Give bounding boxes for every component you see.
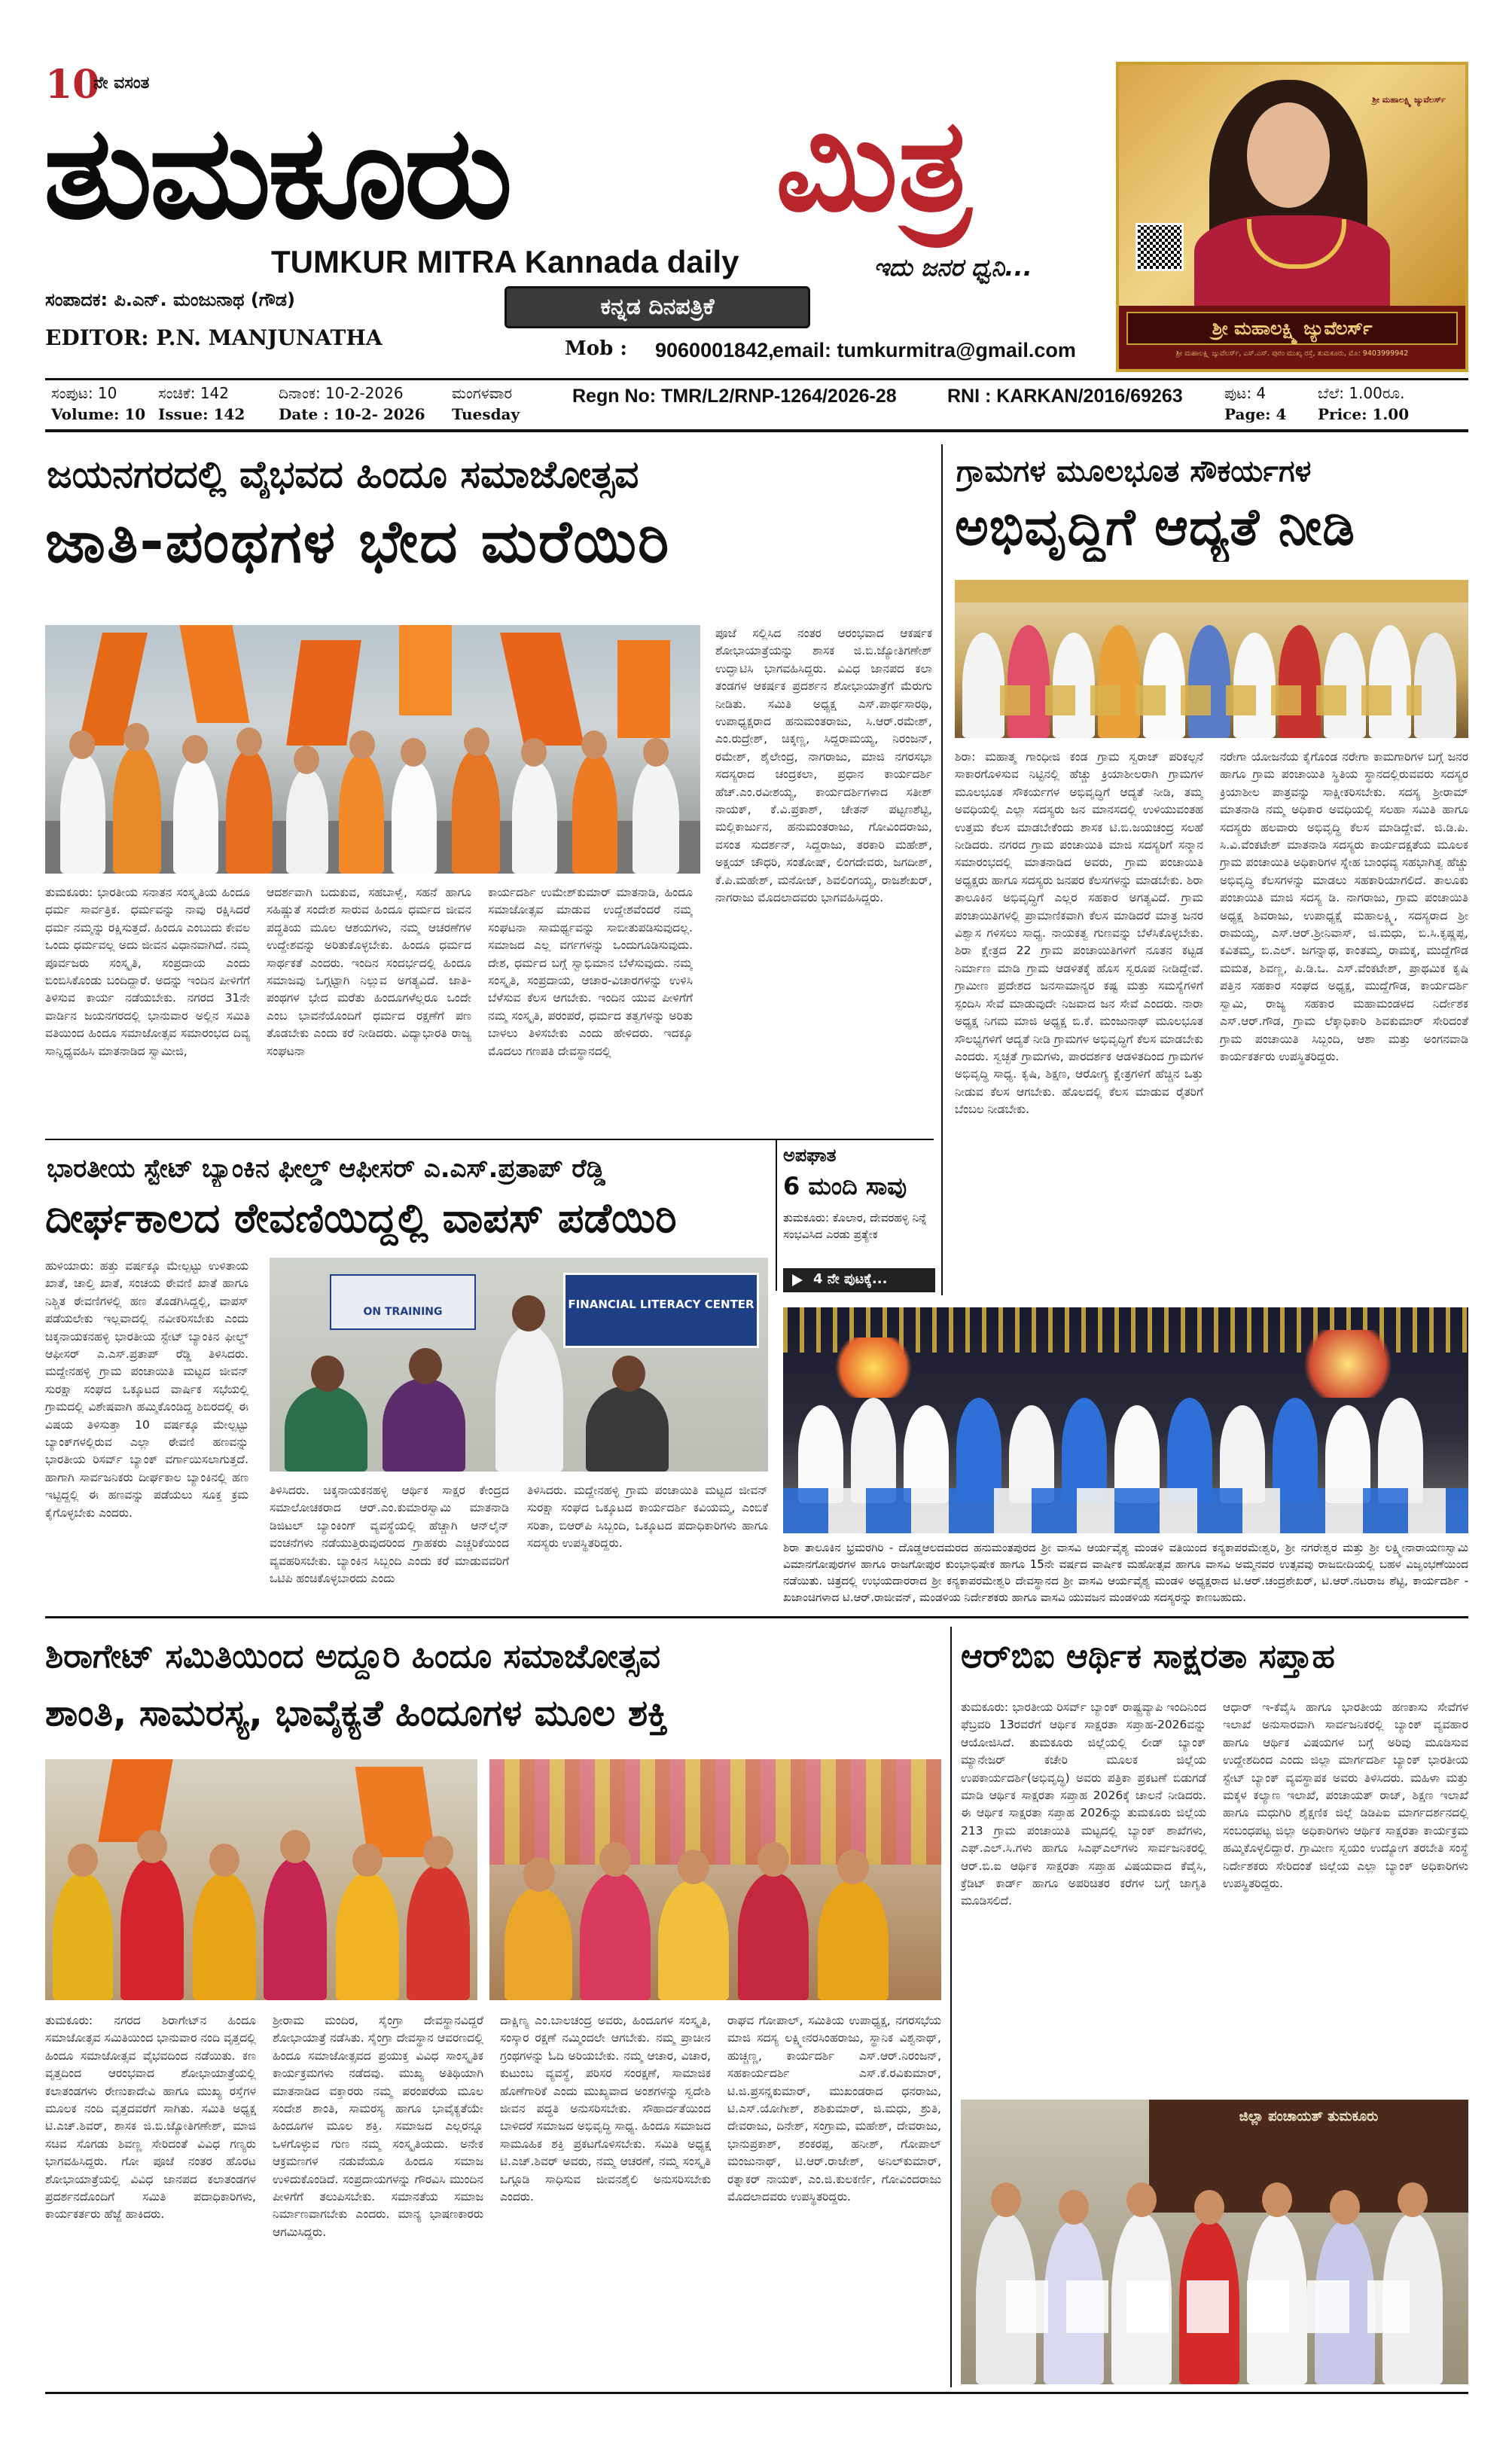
- story4-column-3: ದಾಕ್ಷಿಣ್ಯ ಎಂ.ಬಾಲಚಂದ್ರ ಅವರು, ಹಿಂದೂಗಳ ಸಂಸ್ಕೃತಿ, ಸಂಸ್ಕಾರ ರಕ್ಷಣೆ ನಮ್ಮಿಂದಲೇ ಆಗಬೇಕು. ನಮ್ಮ ಪ್ರಾಚೀನ ಗ್ರಂಥಗಳನ್ನು ಓದಿ ಅರಿಯಬೇಕು. ನಮ್ಮ ಆಚಾರ, ವಿಚಾರ, ಕುಟುಂಬ ವ್ಯವಸ್ಥೆ, ಪರಿಸರ ಸಂರಕ್ಷಣೆ, ಸಾಮಾಜಿಕ ಹೊಣೆಗಾರಿಕೆ ಎಂದು ಮುಖ್ಯವಾದ ಅಂಶಗಳನ್ನು ಸ್ವದೇಶಿ ಜೀವನ ಪದ್ಧತಿ ಅನುಸರಿಸಬೇಕು. ಸೌಹಾರ್ದತೆಯಿಂದ ಬಾಳಿದರೆ ಸಮಾಜದ ಅಭಿವೃದ್ಧಿ ಸಾಧ್ಯ. ಹಿಂದೂ ಸಮಾಜದ ಸಾಮೂಹಿಕ ಶಕ್ತಿ ಪ್ರಕಟಗೊಳಿಸಬೇಕು. ಸಮಿತಿ ಅಧ್ಯಕ್ಷ ಟಿ.ಎಚ್.ಶಿವರ್ ಅವರು, ನಮ್ಮ ಆಚರಣೆ, ನಮ್ಮ ಸಂಸ್ಕೃತಿ ಒಗ್ಗೂಡಿ ಸಾಧಿಸುವ ಜೀವನಶೈಲಿ ಅನುಸರಿಸಬೇಕು ಎಂದರು.: [500, 2014, 711, 2204]
- story3-column-2: ತಿಳಿಸಿದರು. ಚಿಕ್ಕನಾಯಕನಹಳ್ಳಿ ಆರ್ಥಿಕ ಸಾಕ್ಷರ ಕೇಂದ್ರದ ಸಮಾಲೋಚಕರಾದ ಆರ್.ಎಂ.ಕುಮಾರಸ್ವಾಮಿ ಮಾತನಾಡಿ ಡಿಜಿಟಲ್ ಬ್ಯಾಂಕಿಂಗ್ ವ್ಯವಸ್ಥೆಯಲ್ಲಿ ಹೆಚ್ಚಾಗಿ ಆನ್‌ಲೈನ್ ವಂಚನೆಗಳು ನಡೆಯುತ್ತಿರುವುದರಿಂದ ಗ್ರಾಹಕರು ಎಚ್ಚರಿಕೆಯಿಂದ ವ್ಯವಹರಿಸಬೇಕು. ಬ್ಯಾಂಕಿನ ಸಿಬ್ಬಂದಿ ಎಂದು ಕರೆ ಮಾಡುವವರಿಗೆ ಒಟಿಪಿ ಹಂಚಿಕೊಳ್ಳಬಾರದು ಎಂದು: [270, 1484, 509, 1586]
- mobile-number: 9060001842,: [655, 339, 774, 361]
- tagline: ಇದು ಜನರ ಧ್ವನಿ...: [873, 253, 1032, 282]
- registration-number: Regn No: TMR/L2/RNP-1264/2026-28: [572, 386, 897, 407]
- ad-brand-banner-text: ಶ್ರೀ ಮಹಾಲಕ್ಷ್ಮಿ ಜ್ಯುವೆಲರ್ಸ್: [1212, 318, 1373, 339]
- office-board-text: ಜಿಲ್ಲಾ ಪಂಚಾಯತ್ ತುಮಕೂರು: [1239, 2109, 1379, 2124]
- story4-headline: ಶಾಂತಿ, ಸಾಮರಸ್ಯ, ಭಾವೈಕ್ಯತೆ ಹಿಂದೂಗಳ ಮೂಲ ಶಕ್ತಿ: [45, 1692, 668, 1734]
- issue-english: Issue: 142: [158, 405, 245, 423]
- story5-column-2: ಆಧಾರ್ ಇ-ಕೆವೈಸಿ ಹಾಗೂ ಭಾರತೀಯ ಹಣಕಾಸು ಸೇವೆಗಳ ಇಲಾಖೆ ಅನುಸಾರವಾಗಿ ಸಾರ್ವಜನಿಕರಲ್ಲಿ ಬ್ಯಾಂಕ್ ವ್ಯವಹಾರ ಹಾಗೂ ಆರ್ಥಿಕ ವಿಷಯಗಳ ಬಗ್ಗೆ ಅರಿವು ಮೂಡಿಸುವ ಉದ್ದೇಶದಿಂದ ಎಂದು ಜಿಲ್ಲಾ ಮಾರ್ಗದರ್ಶಿ ಬ್ಯಾಂಕ್ ಭಾರತೀಯ ಸ್ಟೇಟ್ ಬ್ಯಾಂಕ್ ವ್ಯವಸ್ಥಾಪಕ ಅವರು ತಿಳಿಸಿದರು. ಮಹಿಳಾ ಮತ್ತು ಮಕ್ಕಳ ಕಲ್ಯಾಣ ಇಲಾಖೆ, ಪಂಚಾಯತ್ ರಾಜ್, ಶಿಕ್ಷಣ ಇಲಾಖೆ ಹಾಗೂ ಮಧುಗಿರಿ ಶೈಕ್ಷಣಿಕ ಜಿಲ್ಲೆ ಡಿಡಿಪಿಐ ಮಾರ್ಗದರ್ಶನದಲ್ಲಿ ಸಂಬಂಧಪಟ್ಟ ಜಿಲ್ಲಾ ಅಧಿಕಾರಿಗಳು ಆರ್ಥಿಕ ಸಾಕ್ಷರತಾ ಕಾರ್ಯಕ್ರಮ ಹಮ್ಮಿಕೊಳ್ಳಲಿದ್ದಾರೆ. ಗ್ರಾಮೀಣ ಸ್ವಯಂ ಉದ್ಯೋಗ ತರಬೇತಿ ಸಂಸ್ಥೆ ನಿರ್ದೇಶಕರು ಸೇರಿದಂತೆ ಜಿಲ್ಲೆಯ ಎಲ್ಲಾ ಬ್ಯಾಂಕ್ ಅಧಿಕಾರಿಗಳು ಉಪಸ್ಥಿತರಿದ್ದರು.: [1223, 1700, 1468, 1891]
- story4-column-1: ತುಮಕೂರು: ನಗರದ ಶಿರಾಗೇಟ್‌ನ ಹಿಂದೂ ಸಮಾಜೋತ್ಸವ ಸಮಿತಿಯಿಂದ ಭಾನುವಾರ ನಂದಿ ವೃತ್ತದಲ್ಲಿ ಹಿಂದೂ ಸಮಾಜೋತ್ಸವ ವೈಭವದಿಂದ ನಡೆಯಿತು. ಕಣ ವೃತ್ತದಿಂದ ಆರಂಭವಾದ ಶೋಭಾಯಾತ್ರೆಯಲ್ಲಿ ಕಲಾತಂಡಗಳು ರೇಣುಕಾದೇವಿ ಹಾಗೂ ಮುಖ್ಯ ರಸ್ತೆಗಳ ಮೂಲಕ ನಂದಿ ವೃತ್ತದವರೆಗೆ ಸಾಗಿತು. ಸಮಿತಿ ಅಧ್ಯಕ್ಷ ಟಿ.ಎಚ್.ಶಿವರ್, ಶಾಸಕ ಜಿ.ಬಿ.ಜ್ಯೋತಿಗಣೇಶ್, ಮಾಜಿ ಸಚಿವ ಸೊಗಡು ಶಿವಣ್ಣ ಸೇರಿದಂತೆ ವಿವಿಧ ಗಣ್ಯರು ಭಾಗವಹಿಸಿದ್ದರು. ಗೋ ಪೂಜೆ ನಂತರ ಹೊರಟ ಶೋಭಾಯಾತ್ರೆಯಲ್ಲಿ ವಿವಿಧ ಜಾನಪದ ಕಲಾತಂಡಗಳ ಪ್ರದರ್ಶನದೊಂದಿಗೆ ಸಮಿತಿ ಪದಾಧಿಕಾರಿಗಳು, ಕಾರ್ಯಕರ್ತರು ಹೆಜ್ಜೆ ಹಾಕಿದರು.: [45, 2014, 256, 2222]
- editor-english: EDITOR: P.N. MANJUNATHA: [45, 325, 383, 350]
- story4-column-4: ರಾಘವ ಗೋಪಾಲ್, ಸಮಿತಿಯ ಉಪಾಧ್ಯಕ್ಷ, ನಗರಸಭೆಯ ಮಾಜಿ ಸದಸ್ಯ ಲಕ್ಷ್ಮೀನರಸಿಂಹರಾಜು, ಸ್ಥಾನಿಕ ವಿಶ್ವನಾಥ್, ಹುಚ್ಚಣ್ಣ, ಕಾರ್ಯದರ್ಶಿ ಎಸ್.ಆರ್.ನಿರಂಜನ್, ಸಹಕಾರ್ಯದರ್ಶಿ ಎಸ್.ಕೆ.ರವಿಕುಮಾರ್, ಟಿ.ಜಿ.ಪ್ರಸನ್ನಕುಮಾರ್, ಮುಖಂಡರಾದ ಧನರಾಜು, ಟಿ.ಎಸ್.ಯೋಗೀಶ್, ಶಶಿಕುಮಾರ್, ಜಿ.ಮಧು, ಶ್ರುತಿ, ದೇವರಾಜು, ದಿನೇಶ್, ಸಂಗ್ರಾಮ, ಮಹೇಶ್, ದೇವರಾಜು, ಭಾನುಪ್ರಕಾಶ್, ಶಂಕರಪ್ಪ, ಹನೀಶ್, ಗೋಪಾಲ್ ಮಂಜುನಾಥ್, ಟಿ.ಆರ್.ರಾಜೇಶ್, ಅನಿಲ್‌ಕುಮಾರ್, ರತ್ನಾಕರ್ ನಾಯಕ್, ಎಂ.ಜಿ.ಕುಲಕರ್ಣಿ, ಗೋವಿಂದರಾಜು ಮೊದಲಾದವರು ಉಪಸ್ಥಿತರಿದ್ದರು.: [727, 2014, 941, 2204]
- story-jayanagar: [45, 444, 934, 1137]
- brief-text: ತುಮಕೂರು: ಕೊಲಾರ, ದೇವರಹಳ್ಳಿ ನಿನ್ನೆ ಸಂಭವಿಸಿದ ಎರಡು ಪ್ರತ್ಯೇಕ: [783, 1211, 928, 1241]
- story4-column-2: ಶ್ರೀರಾಮ ಮಂದಿರ, ಸೈಂಗ್ರಾ ದೇವಸ್ಥಾನವಿದ್ದರೆ ಶೋಭಾಯಾತ್ರೆ ನಡೆಸಿತು. ಸೈಂಗ್ರಾ ದೇವಸ್ಥಾನ ಆವರಣದಲ್ಲಿ ಹಿಂದೂ ಸಮಾಜೋತ್ಸವದ ಪ್ರಯುಕ್ತ ವಿವಿಧ ಸಾಂಸ್ಕೃತಿಕ ಕಾರ್ಯಕ್ರಮಗಳು ನಡೆದವು. ಮುಖ್ಯ ಅತಿಥಿಯಾಗಿ ಮಾತನಾಡಿದ ವಕ್ತಾರರು ನಮ್ಮ ಪರಂಪರೆಯ ಮೂಲ ಸಂದೇಶ ಶಾಂತಿ, ಸಾಮರಸ್ಯ ಹಾಗೂ ಭಾವೈಕ್ಯತೆಯೇ ಹಿಂದೂಗಳ ಮೂಲ ಶಕ್ತಿ. ಸಮಾಜದ ಎಲ್ಲರನ್ನೂ ಒಳಗೊಳ್ಳುವ ಗುಣ ನಮ್ಮ ಸಂಸ್ಕೃತಿಯದು. ಅನೇಕ ಆಕ್ರಮಣಗಳ ನಡುವೆಯೂ ಹಿಂದೂ ಸಮಾಜ ಉಳಿದುಕೊಂಡಿದೆ. ಸಂಪ್ರದಾಯಗಳನ್ನು ಗೌರವಿಸಿ ಮುಂದಿನ ಪೀಳಿಗೆಗೆ ತಲುಪಿಸಬೇಕು. ಸಮಾನತೆಯ ಸಮಾಜ ನಿರ್ಮಾಣವಾಗಬೇಕು ಎಂದರು. ಮಾನ್ಯ ಭಾಷಣಕಾರರು ಆಗಮಿಸಿದ್ದರು.: [273, 2014, 483, 2239]
- date-english: Date : 10-2- 2026: [279, 405, 425, 423]
- story5-photo-launch: [961, 2100, 1468, 2384]
- story1-column-2: ಆದರ್ಶವಾಗಿ ಬದುಕುವ, ಸಹಬಾಳ್ವೆ, ಸಹನೆ ಹಾಗೂ ಸಹಿಷ್ಣುತೆ ಸಂದೇಶ ಸಾರುವ ಹಿಂದೂ ಧರ್ಮದ ಜೀವನ ಪದ್ಧತಿಯ ಮೂಲ ಆಶಯಗಳು, ನಮ್ಮ ಆಚರಣೆಗಳ ಉದ್ದೇಶವನ್ನು ಅರಿತುಕೊಳ್ಳಬೇಕು. ಹಿಂದೂ ಧರ್ಮದ ಸಾರ್ಥಕತೆ ಎಂದರು. ಇಂದಿನ ಸಂದರ್ಭದಲ್ಲಿ ಹಿಂದೂ ಸಮಾಜವು ಒಗ್ಗಟ್ಟಾಗಿ ನಿಲ್ಲುವ ಅಗತ್ಯವಿದೆ. ಜಾತಿ-ಪಂಥಗಳ ಭೇದ ಮರೆತು ಹಿಂದೂಗಳೆಲ್ಲರೂ ಒಂದೇ ಎಂಬ ಭಾವನೆಯೊಂದಿಗೆ ಧರ್ಮದ ರಕ್ಷಣೆಗೆ ಪಣ ತೊಡಬೇಕು ಎಂದು ಕರೆ ನೀಡಿದರು. ವಿದ್ಯಾಭಾರತಿ ರಾಜ್ಯ ಸಂಘಟನಾ: [267, 886, 471, 1058]
- story3-photo-literacy-center: [270, 1258, 768, 1472]
- ad-brand-small: ಶ್ರೀ ಮಹಾಲಕ್ಷ್ಮಿ ಜ್ಯುವೆಲರ್ಸ್: [1372, 95, 1446, 105]
- volume-kannada: ಸಂಪುಟ: 10: [51, 384, 117, 402]
- vertical-divider-top: [941, 444, 943, 1295]
- story3-kicker: ಭಾರತೀಯ ಸ್ಟೇಟ್ ಬ್ಯಾಂಕಿನ ಫೀಲ್ಡ್ ಆಫೀಸರ್ ಎ.ಎಸ್.ಪ್ರತಾಪ್ ರೆಡ್ಡಿ: [47, 1154, 606, 1184]
- story5-headline: ಆರ್‌ಬಿಐ ಆರ್ಥಿಕ ಸಾಕ್ಷರತಾ ಸಪ್ತಾಹ: [961, 1637, 1335, 1676]
- day-english: Tuesday: [452, 405, 520, 423]
- price-kannada: ಬೆಲೆ: 1.00ರೂ.: [1318, 384, 1405, 402]
- literacy-banner: [563, 1273, 759, 1348]
- story-shiragate-samajotsava: [45, 1627, 941, 2387]
- day-kannada: ಮಂಗಳವಾರ: [452, 384, 513, 402]
- issue-kannada: ಸಂಚಿಕೆ: 142: [158, 384, 229, 402]
- rni-number: RNI : KARKAN/2016/69263: [947, 386, 1183, 407]
- story-rbi-literacy-week: [961, 1627, 1468, 2387]
- masthead: [0, 0, 1512, 377]
- story4-photo-gathering: [489, 1759, 941, 2000]
- dateline-bottom-rule: [45, 429, 1468, 432]
- story5-column-1: ತುಮಕೂರು: ಭಾರತೀಯ ರಿಸರ್ವ್ ಬ್ಯಾಂಕ್ ರಾಷ್ಟ್ರವ್ಯಾಪಿ ಇಂದಿನಿಂದ ಫೆಬ್ರವರಿ 13ರವರೆಗೆ ಆರ್ಥಿಕ ಸಾಕ್ಷರತಾ ಸಪ್ತಾಹ-2026ವನ್ನು ಆಯೋಜಿಸಿದೆ. ತುಮಕೂರು ಜಿಲ್ಲೆಯಲ್ಲಿ ಲೀಡ್ ಬ್ಯಾಂಕ್ ಮ್ಯಾನೇಜರ್ ಕಚೇರಿ ಮೂಲಕ ಜಿಲ್ಲೆಯ ಉಪಕಾರ್ಯದರ್ಶಿ(ಅಭಿವೃದ್ಧಿ) ಅವರು ಪತ್ರಿಕಾ ಪ್ರಕಟಣೆ ಬಿಡುಗಡೆ ಮಾಡಿ ಆರ್ಥಿಕ ಸಾಕ್ಷರತಾ ಸಪ್ತಾಹ 2026ಕ್ಕೆ ಚಾಲನೆ ನೀಡಿದರು. ಈ ಆರ್ಥಿಕ ಸಾಕ್ಷರತಾ ಸಪ್ತಾಹ 2026ನ್ನು ತುಮಕೂರು ಜಿಲ್ಲೆಯ 213 ಗ್ರಾಮ ಪಂಚಾಯಿತಿ ಮಟ್ಟದಲ್ಲಿ ಬ್ಯಾಂಕ್ ಶಾಖೆಗಳು, ಎಫ್.ಎಲ್.ಸಿ.ಗಳು ಹಾಗೂ ಸಿಎಫ್‌ಎಲ್‌ಗಳು ಸಾರ್ವಜನಿಕರಲ್ಲಿ ಆರ್.ಬಿ.ಐ ಆರ್ಥಿಕ ಸಾಕ್ಷರತಾ ಸಪ್ತಾಹ ವಿಷಯವಾದ ಕೆವೈಸಿ, ಕ್ರೆಡಿಟ್ ಕಾರ್ಡ್ ಹಾಗೂ ಅಪರಿಚಿತರ ಕರೆಗಳ ಬಗ್ಗೆ ಜಾಗೃತಿ ಮೂಡಿಸಲಿದೆ.: [961, 1700, 1206, 1908]
- ad-address: ಶ್ರೀ ಮಹಾಲಕ್ಷ್ಮಿ ಜ್ಯುವೆಲರ್ಸ್, ಎಸ್.ಎಸ್. ಪುರಂ ಮುಖ್ಯ ರಸ್ತೆ, ತುಮಕೂರು, ಮೊ: 9403999942: [1175, 349, 1409, 358]
- story3-headline: ದೀರ್ಘಕಾಲದ ಠೇವಣಿಯಿದ್ದಲ್ಲಿ ವಾಪಸ್ ಪಡೆಯಿರಿ: [45, 1194, 677, 1242]
- story3-column-1: ಹುಳಿಯಾರು: ಹತ್ತು ವರ್ಷಕ್ಕೂ ಮೇಲ್ಪಟ್ಟು ಉಳಿತಾಯ ಖಾತೆ, ಚಾಲ್ತಿ ಖಾತೆ, ಸಂಚಯ ಠೇವಣಿ ಖಾತೆ ಹಾಗೂ ನಿಶ್ಚಿತ ಠೇವಣಿಗಳಲ್ಲಿ ಹಣ ತೊಡಗಿಸಿದ್ದಲ್ಲಿ, ವಾಪಸ್ ಪಡೆಯಲೇಕು ಇಲ್ಲವಾದಲ್ಲಿ ನವೀಕರಿಸಬೇಕು ಎಂದು ಚಿಕ್ಕನಾಯಕನಹಳ್ಳಿ ಭಾರತೀಯ ಸ್ಟೇಟ್ ಬ್ಯಾಂಕಿನ ಫೀಲ್ಡ್ ಆಫೀಸರ್ ಎ.ಎಸ್.ಪ್ರತಾಪ್ ರೆಡ್ಡಿ ತಿಳಿಸಿದರು. ಮದ್ದೇನಹಳ್ಳಿ ಗ್ರಾಮ ಪಂಚಾಯಿತಿ ಮಟ್ಟದ ಜೀವನ್ ಸುರಕ್ಷಾ ಸಂಘದ ಒಕ್ಕೂಟದ ವಾರ್ಷಿಕ ಸಭೆಯಲ್ಲಿ ಗ್ರಾಮದಲ್ಲಿ ವಿಶೇಷವಾಗಿ ಹಮ್ಮಿಕೊಂಡಿದ್ದ ಶಿಬಿರದಲ್ಲಿ ಈ ವಿಷಯ ತಿಳಿಸುತ್ತಾ 10 ವರ್ಷಕ್ಕೂ ಮೇಲ್ಪಟ್ಟು ಬ್ಯಾಂಕ್‌ಗಳಲ್ಲಿರುವ ಎಲ್ಲಾ ಠೇವಣಿ ಹಣವನ್ನು ಭಾರತೀಯ ರಿಸರ್ವ್ ಬ್ಯಾಂಕ್ ವರ್ಗಾಯಿಸಲಾಗುತ್ತದೆ. ಹಾಗಾಗಿ ಸಾರ್ವಜನಿಕರು ದೀರ್ಘಕಾಲ ಬ್ಯಾಂಕಿನಲ್ಲಿ ಹಣ ಇಟ್ಟಿದ್ದಲ್ಲಿ ಈ ಹಣವನ್ನು ಪಡೆಯಲು ಸೂಕ್ತ ಕ್ರಮ ಕೈಗೊಳ್ಳಬೇಕು ಎಂದರು.: [45, 1259, 248, 1520]
- training-banner: [330, 1274, 476, 1330]
- brief-headline: 6 ಮಂದಿ ಸಾವು: [783, 1172, 907, 1200]
- brief-divider: [776, 1140, 777, 1291]
- story-sbi-deposits: [45, 1148, 768, 1609]
- story1-column-1: ತುಮಕೂರು: ಭಾರತೀಯ ಸನಾತನ ಸಂಸ್ಕೃತಿಯ ಹಿಂದೂ ಧರ್ಮ ಸಾರ್ವತ್ರಿಕ. ಧರ್ಮವನ್ನು ನಾವು ರಕ್ಷಿಸಿದರೆ ಧರ್ಮ ನಮ್ಮನ್ನು ರಕ್ಷಿಸುತ್ತದೆ. ಹಿಂದೂ ಎಂಬುದು ಕೇವಲ ಒಂದು ಧರ್ಮವಲ್ಲ ಅದು ಜೀವನ ವಿಧಾನವಾಗಿದೆ. ನಮ್ಮ ಪೂರ್ವಜರು ಸಂಸ್ಕೃತಿ, ಸಂಪ್ರದಾಯ ಎಂದು ಬಿಂಬಿಸಿಕೊಂಡು ಬಂದಿದ್ದಾರೆ. ಅದನ್ನು ಇಂದಿನ ಪೀಳಿಗೆಗೆ ತಿಳಿಸುವ ಕಾರ್ಯ ನಡೆಯಬೇಕು. ನಗರದ 31ನೇ ವಾರ್ಡಿನ ಜಯನಗರದಲ್ಲಿ ಭಾನುವಾರ ಅಲ್ಲಿನ ಸಮಿತಿ ವತಿಯಿಂದ ಹಿಂದೂ ಸಮಾಜೋತ್ಸವ ಸಮಾರಂಭದ ದಿವ್ಯ ಸಾನ್ನಿಧ್ಯವಹಿಸಿ ಮಾತನಾಡಿದ ಸ್ವಾಮೀಜಿ,: [45, 886, 250, 1058]
- brief-continue-text: 4 ನೇ ಪುಟಕ್ಕೆ...: [813, 1271, 888, 1287]
- story4-photo-procession: [45, 1759, 477, 2000]
- story2-column-1: ಶಿರಾ: ಮಹಾತ್ಮ ಗಾಂಧೀಜಿ ಕಂಡ ಗ್ರಾಮ ಸ್ವರಾಜ್ ಪರಿಕಲ್ಪನೆ ಸಾಕಾರಗೊಳಿಸುವ ನಿಟ್ಟಿನಲ್ಲಿ ಹೆಚ್ಚು ಕ್ರಿಯಾಶೀಲರಾಗಿ ಗ್ರಾಮಗಳ ಮೂಲಭೂತ ಸೌಕರ್ಯಗಳ ಅಭಿವೃದ್ಧಿಗೆ ಆದ್ಯತೆ ನೀಡಿ, ತಮ್ಮ ಅವಧಿಯಲ್ಲಿ ಎಲ್ಲಾ ಸದಸ್ಯರು ಜನ ಮಾನಸದಲ್ಲಿ ಉಳಿಯುವಂತಹ ಉತ್ತಮ ಕೆಲಸ ಮಾಡಬೇಕೆಂದು ಶಾಸಕ ಟಿ.ಬಿ.ಜಯಚಂದ್ರ ಸಲಹೆ ನೀಡಿದರು. ನಗರದ ಗ್ರಾಮ ಪಂಚಾಯಿತಿ ಮಾಜಿ ಸದಸ್ಯರಿಗೆ ಸನ್ಮಾನ ಸಮಾರಂಭದಲ್ಲಿ ಮಾತನಾಡಿದ ಅವರು, ಗ್ರಾಮ ಪಂಚಾಯಿತಿ ಅಧ್ಯಕ್ಷರು ಹಾಗೂ ಸದಸ್ಯರು ಜನಪರ ಕೆಲಸಗಳನ್ನು ಮಾಡಬೇಕು. ಶಿರಾ ತಾಲೂಕಿನ ಅಭಿವೃದ್ಧಿಗೆ ಎಲ್ಲರ ಸಹಕಾರ ಅಗತ್ಯವಿದೆ. ಗ್ರಾಮ ಪಂಚಾಯಿತಿಗಳಲ್ಲಿ ಪ್ರಾಮಾಣಿಕವಾಗಿ ಕೆಲಸ ಮಾಡಿದರೆ ಮಾತ್ರ ಜನರ ವಿಶ್ವಾಸ ಗಳಿಸಲು ಸಾಧ್ಯ. ನಾಯಕತ್ವ ಗುಣವನ್ನು ಬೆಳೆಸಿಕೊಳ್ಳಬೇಕು. ಶಿರಾ ಕ್ಷೇತ್ರದ 22 ಗ್ರಾಮ ಪಂಚಾಯಿತಿಗಳಿಗೆ ನೂತನ ಕಟ್ಟಡ ನಿರ್ಮಾಣ ಮಾಡಿ ಗ್ರಾಮ ಆಡಳಿತಕ್ಕೆ ಹೊಸ ಸ್ವರೂಪ ನೀಡಿದ್ದೇವೆ. ಗ್ರಾಮೀಣ ಪ್ರದೇಶದ ಜನಸಾಮಾನ್ಯರ ಕಷ್ಟ ಮತ್ತು ಸಮಸ್ಯೆಗಳಿಗೆ ಸ್ಪಂದಿಸಿ ಸೇವೆ ಮಾಡುವುದೇ ನಿಜವಾದ ಜನ ಸೇವೆ ಎಂದರು. ನಾರಾ ಅಧ್ಯಕ್ಷ ನಿಗಮ ಮಾಜಿ ಅಧ್ಯಕ್ಷ ಬಿ.ಕೆ. ಮಂಜುನಾಥ್ ಮೂಲಭೂತ ಸೌಲಭ್ಯಗಳಿಗೆ ಆದ್ಯತೆ ನೀಡಿ ಗ್ರಾಮಗಳ ಅಭಿವೃದ್ಧಿಗೆ ಕೆಲಸ ಮಾಡಬೇಕು ಎಂದರು. ಸ್ವಚ್ಛತೆ ಗ್ರಾಮಗಳು, ಪಾರದರ್ಶಕ ಆಡಳಿತದಿಂದ ಗ್ರಾಮಗಳ ಅಭಿವೃದ್ಧಿ ಸಾಧ್ಯ. ಕೃಷಿ, ಶಿಕ್ಷಣ, ಆರೋಗ್ಯ ಕ್ಷೇತ್ರಗಳಿಗೆ ಹೆಚ್ಚಿನ ಒತ್ತು ನೀಡುವ ಕೆಲಸ ಆಗಬೇಕು. ಹೊಲದಲ್ಲಿ ಕೆಲಸ ಮಾಡುವ ರೈತರಿಗೆ ಬೆಂಬಲ ನೀಡಬೇಕು.: [955, 750, 1203, 1117]
- masthead-title-black: ತುಮಕೂರು: [44, 99, 510, 248]
- anniversary-label: ನೇ ವಸಂತ: [93, 74, 150, 93]
- story1-column-4: ಪೂಜೆ ಸಲ್ಲಿಸಿದ ನಂತರ ಆರಂಭವಾದ ಆಕರ್ಷಕ ಶೋಭಾಯಾತ್ರೆಯನ್ನು ಶಾಸಕ ಜಿ.ಬಿ.ಜ್ಯೋತಿಗಣೇಶ್ ಉದ್ಘಾಟಿಸಿ ಭಾಗವಹಿಸಿದ್ದರು. ವಿವಿಧ ಜಾನಪದ ಕಲಾ ತಂಡಗಳ ಆಕರ್ಷಕ ಪ್ರದರ್ಶನ ಶೋಭಾಯಾತ್ರೆಗೆ ಮೆರುಗು ನೀಡಿತು. ಸಮಿತಿ ಅಧ್ಯಕ್ಷ ಎಸ್.ಪಾರ್ಥಸಾರಥಿ, ಉಪಾಧ್ಯಕ್ಷರಾದ ಹನುಮಂತರಾಜು, ಸಿ.ಆರ್.ರಮೇಶ್, ಎಂ.ರುದ್ರೇಶ್, ಚಿಕ್ಕಣ್ಣ, ಸಿದ್ದರಾಮಯ್ಯ, ನಿರಂಜನ್, ರಮೇಶ್, ಶೈಲೇಂದ್ರ, ನಾಗರಾಜು, ಮಾಜಿ ನಗರಸಭಾ ಸದಸ್ಯರಾದ ಚಂದ್ರಕಲಾ, ಪ್ರಧಾನ ಕಾರ್ಯದರ್ಶಿ ಹೆಚ್.ಎಂ.ರವೀಶಯ್ಯ, ಕಾರ್ಯದರ್ಶಿಗಳಾದ ಸತೀಶ್ ನಾಯಕ್, ಕೆ.ವಿ.ಪ್ರಕಾಶ್, ಚೇತನ್ ಪಟ್ಟಣಶೆಟ್ಟಿ, ಮಲ್ಲಿಕಾರ್ಜುನ, ಹನುಮಂತರಾಜು, ಗೋವಿಂದರಾಜು, ವಸಂತ ಸುದರ್ಶನ್, ಸಿದ್ದರಾಜು, ತರಕಾರಿ ಮಹೇಶ್, ಅಕ್ಷಯ್ ಚೌಧರಿ, ಸಂತೋಷ್, ಲಿಂಗದೇವರು, ಜಗದೀಶ್, ಕೆ.ಪಿ.ಮಹೇಶ್, ಮನೋಜ್, ಶಿವಲಿಂಗಯ್ಯ, ರಾಜಶೇಖರ್, ನಾಗರಾಜು ಮೊದಲಾದವರು ಭಾಗವಹಿಸಿದ್ದರು.: [715, 627, 932, 905]
- kannada-daily-badge: [505, 286, 810, 328]
- price-english: Price: 1.00: [1318, 405, 1410, 423]
- brief-continue-link[interactable]: [783, 1268, 935, 1292]
- play-triangle-icon: [792, 1274, 803, 1286]
- date-kannada: ದಿನಾಂಕ: 10-2-2026: [279, 384, 404, 402]
- editor-kannada: ಸಂಪಾದಕ: ಪಿ.ಎನ್. ಮಂಜುನಾಥ (ಗೌಡ): [45, 289, 296, 310]
- page-english: Page: 4: [1224, 405, 1287, 423]
- page-kannada: ಪುಟ: 4: [1224, 384, 1267, 402]
- story4-kicker: ಶಿರಾಗೇಟ್ ಸಮಿತಿಯಿಂದ ಅದ್ದೂರಿ ಹಿಂದೂ ಸಮಾಜೋತ್ಸವ: [45, 1637, 660, 1676]
- story1-column-3: ಕಾರ್ಯದರ್ಶಿ ಉಮೇಶ್‌ಕುಮಾರ್ ಮಾತನಾಡಿ, ಹಿಂದೂ ಸಮಾಜೋತ್ಸವ ಮಾಡುವ ಉದ್ದೇಶವೆಂದರೆ ನಮ್ಮ ಸಂಘಟನಾ ಸಾಮರ್ಥ್ಯವನ್ನು ಸಾಬೀತುಪಡಿಸುವುದಲ್ಲ. ಸಮಾಜದ ಎಲ್ಲ ವರ್ಗಗಳನ್ನು ಒಂದುಗೂಡಿಸುವುದು. ದೇಶ, ಧರ್ಮದ ಬಗ್ಗೆ ಸ್ವಾಭಿಮಾನ ಬೆಳೆಸುವುದು. ನಮ್ಮ ಸಂಸ್ಕೃತಿ, ಸಂಪ್ರದಾಯ, ಆಚಾರ-ವಿಚಾರಗಳನ್ನು ಉಳಿಸಿ ಬೆಳೆಸುವ ಕೆಲಸ ಆಗಬೇಕು. ಇಂದಿನ ಯುವ ಪೀಳಿಗೆಗೆ ನಮ್ಮ ಸಂಸ್ಕೃತಿ, ಪರಂಪರೆ, ಧರ್ಮದ ತತ್ವಗಳನ್ನು ಅರಿತು ಬಾಳಲು ತಿಳಿಸಬೇಕು ಎಂದು ಹೇಳಿದರು. ಇದಕ್ಕೂ ಮೊದಲು ಗಣಪತಿ ದೇವಸ್ಥಾನದಲ್ಲಿ: [488, 886, 693, 1058]
- story2-headline: ಅಭಿವೃದ್ಧಿಗೆ ಆದ್ಯತೆ ನೀಡಿ: [955, 498, 1355, 557]
- email-address: email: tumkurmitra@gmail.com: [773, 339, 1076, 361]
- temple-festival-photo: [783, 1307, 1468, 1533]
- story2-column-2: ನರೇಗಾ ಯೋಜನೆಯ ಕೈಗೊಂಡ ನರೇಗಾ ಕಾಮಗಾರಿಗಳ ಬಗ್ಗೆ ಜನರ ಹಾಗೂ ಗ್ರಾಮ ಪಂಚಾಯಿತಿ ಸ್ಥಿತಿಯ ಸ್ಥಾನದಲ್ಲಿರುವವರು ಸದಸ್ಯರ ಕ್ರಿಯಾಶೀಲ ಪಾತ್ರವನ್ನು ಸಾಕ್ಷೀಕರಿಸಬೇಕು. ಸದಸ್ಯ ಶ್ರೀರಾಮ್ ಮಾತನಾಡಿ ನಮ್ಮ ಅಧಿಕಾರ ಅವಧಿಯಲ್ಲಿ ಸಲಹಾ ಸಮಿತಿ ಹಾಗೂ ಸದಸ್ಯರು ಹಲವಾರು ಅಭಿವೃದ್ಧಿ ಕೆಲಸ ಮಾಡಿದ್ದೇವೆ. ಜಿ.ಡಿ.ಪಿ. ಸಿ.ವಿ.ವೆಂಕಟೇಶ್ ಮಾತನಾಡಿ ಸದಸ್ಯರು ಕಾರ್ಯದಕ್ಷತೆಯ ಮೂಲಕ ಗ್ರಾಮ ಪಂಚಾಯಿತಿ ಅಧಿಕಾರಿಗಳ ಸ್ನೇಹ ಬಾಂಧವ್ಯ ಸಹಭಾಗಿತ್ವ ಹೆಚ್ಚು ಅಭಿವೃದ್ಧಿ ಕೆಲಸಗಳನ್ನು ಮಾಡಲು ಸಹಕಾರಿಯಾಗಲಿದೆ. ತಾಲೂಕು ಪಂಚಾಯಿತಿ ಮಾಜಿ ಸದಸ್ಯ ಡಿ. ನಾಗರಾಜು, ಗ್ರಾಮ ಪಂಚಾಯಿತಿ ಅಧ್ಯಕ್ಷ ಶಿವರಾಜು, ಉಪಾಧ್ಯಕ್ಷೆ ಮಹಾಲಕ್ಷ್ಮಿ, ಸದಸ್ಯರಾದ ಶ್ರೀ ರಾಮಯ್ಯ, ಎಸ್.ಆರ್.ಶ್ರೀನಿವಾಸ್, ಜಿ.ಮಧು, ಬಿ.ಸಿ.ಕೃಷ್ಣಪ್ಪ, ಕವಿತಮ್ಮ, ಬಿ.ಎಲ್. ಜಗನ್ನಾಥ, ಕಾಂತಮ್ಮ, ರಾಮಕ್ಕ, ಮುದ್ದೆಗೌಡ ಮಮತ, ಶಿವಣ್ಣ, ಪಿ.ಡಿ.ಒ. ಎಸ್.ವೆಂಕಟೇಶ್, ಪ್ರಾಥಮಿಕ ಕೃಷಿ ಪತ್ತಿನ ಸಹಕಾರ ಸಂಘದ ಅಧ್ಯಕ್ಷ, ಮುದ್ದೆಗೌಡ, ಕಾರ್ಯದರ್ಶಿ ಸ್ವಾಮಿ, ರಾಜ್ಯ ಸಹಕಾರ ಮಹಾಮಂಡಳದ ನಿರ್ದೇಶಕ ಎಸ್.ಆರ್.ಗೌಡ, ಗ್ರಾಮ ಲೆಕ್ಕಾಧಿಕಾರಿ ಶಿವಕುಮಾರ್ ಸೇರಿದಂತೆ ಗ್ರಾಮ ಪಂಚಾಯಿತಿ ಸಿಬ್ಬಂದಿ, ಆಶಾ ಮತ್ತು ಅಂಗನವಾಡಿ ಕಾರ್ಯಕರ್ತರು ಉಪಸ್ಥಿತರಿದ್ದರು.: [1220, 750, 1468, 1063]
- mobile-label: Mob :: [565, 337, 627, 360]
- story3-column-3: ತಿಳಿಸಿದರು. ಮದ್ದೇನಹಳ್ಳಿ ಗ್ರಾಮ ಪಂಚಾಯಿತಿ ಮಟ್ಟದ ಜೀವನ್ ಸುರಕ್ಷಾ ಸಂಘದ ಒಕ್ಕೂಟದ ಕಾರ್ಯದರ್ಶಿ ಕವಿಯಮ್ಮ, ಎಂಬಿಕೆ ಸರಿತಾ, ಬಿಆರ್‌ಪಿ ಸಿಬ್ಬಂದಿ, ಒಕ್ಕೂಟದ ಪದಾಧಿಕಾರಿಗಳು ಹಾಗೂ ಸದಸ್ಯರು ಉಪಸ್ಥಿತರಿದ್ದರು.: [527, 1484, 768, 1551]
- story1-kicker: ಜಯನಗರದಲ್ಲಿ ವೈಭವದ ಹಿಂದೂ ಸಮಾಜೋತ್ಸವ: [47, 453, 639, 496]
- model-face-shape: [1247, 102, 1330, 208]
- page-bottom-rule: [45, 2392, 1468, 2394]
- english-title: TUMKUR MITRA Kannada daily: [271, 244, 739, 279]
- kannada-daily-badge-text: ಕನ್ನಡ ದಿನಪತ್ರಿಕೆ: [600, 294, 715, 320]
- dateline-bar: [45, 381, 1468, 426]
- story2-photo-felicitation: [955, 580, 1468, 738]
- brief-accident: [783, 1140, 935, 1295]
- vertical-divider-bottom: [950, 1627, 952, 2387]
- jewellery-advertisement[interactable]: [1116, 62, 1468, 372]
- anniversary-number: 10: [45, 62, 100, 108]
- volume-english: Volume: 10: [51, 405, 146, 423]
- story-rural-development: [955, 444, 1468, 1295]
- qr-code-icon: [1136, 223, 1184, 271]
- story1-headline: ಜಾತಿ-ಪಂಥಗಳ ಭೇದ ಮರೆಯಿರಿ: [45, 508, 671, 576]
- section-divider-bottom: [45, 1616, 1468, 1618]
- brief-tag: ಅಪಘಾತ: [783, 1145, 837, 1166]
- story1-photo-procession: [45, 625, 700, 874]
- story2-kicker: ಗ್ರಾಮಗಳ ಮೂಲಭೂತ ಸೌಕರ್ಯಗಳ: [956, 454, 1312, 489]
- literacy-banner-text: FINANCIAL LITERACY CENTER: [568, 1298, 754, 1311]
- ad-brand-banner: [1126, 312, 1458, 345]
- dateline-top-rule: [45, 378, 1468, 380]
- training-banner-text: ON TRAINING: [363, 1306, 443, 1318]
- temple-festival-caption: ಶಿರಾ ತಾಲೂಕಿನ ಭ್ರಮರಗಿರಿ - ದೊಡ್ಡಆಲದಮರದ ಹನುಮಂತಪುರದ ಶ್ರೀ ವಾಸವಿ ಆರ್ಯವೈಶ್ಯ ಮಂಡಳಿ ವತಿಯಿಂದ ಕನ್ಯಕಾಪರಮೇಶ್ವರಿ, ಶ್ರೀ ನಗರೇಶ್ವರ ಮತ್ತು ಶ್ರೀ ಲಕ್ಷ್ಮೀನಾರಾಯಣಸ್ವಾಮಿ ವಿಮಾನಗೋಪುರಗಳ ಹಾಗೂ ರಾಜಗೋಪುರ ಕುಂಭಾಭಿಷೇಕ ಹಾಗೂ 15ನೇ ವರ್ಷದ ವಾರ್ಷಿಕ ಮಹೋತ್ಸವ ಹಾಗೂ ವಾಸವಿ ಅಮ್ಮನವರ ಉತ್ಸವವು ರಾಜಬೀದಿಯಲ್ಲಿ ಬಹಳ ವಿಜೃಂಭಣೆಯಿಂದ ನಡೆಯಿತು. ಚಿತ್ರದಲ್ಲಿ ಉಭಯದಾರರಾದ ಶ್ರೀ ಕನ್ಯಕಾಪರಮೇಶ್ವರಿ ದೇವಸ್ಥಾನದ ಶ್ರೀ ವಾಸವಿ ಆರ್ಯವೈಶ್ಯ ಮಂಡಳಿ ಅಧ್ಯಕ್ಷರಾದ ಟಿ.ಆರ್.ಚಂದ್ರಶೇಖರ್, ಟಿ.ಆರ್.ನಟರಾಜ ಶೆಟ್ಟಿ, ಕಾರ್ಯದರ್ಶಿ - ಖಜಾಂಚಿಗಳಾದ ಟಿ.ಆರ್.ರಾಜೀವನ್, ಮಂಡಳಿಯ ನಿರ್ದೇಶಕರು ಹಾಗೂ ವಾಸವಿ ಯುವಜನ ಮಂಡಳಿಯ ಸದಸ್ಯರನ್ನು ಕಾಣಬಹುದು.: [783, 1541, 1468, 1604]
- masthead-title-red: ಮಿತ್ರ: [776, 91, 971, 240]
